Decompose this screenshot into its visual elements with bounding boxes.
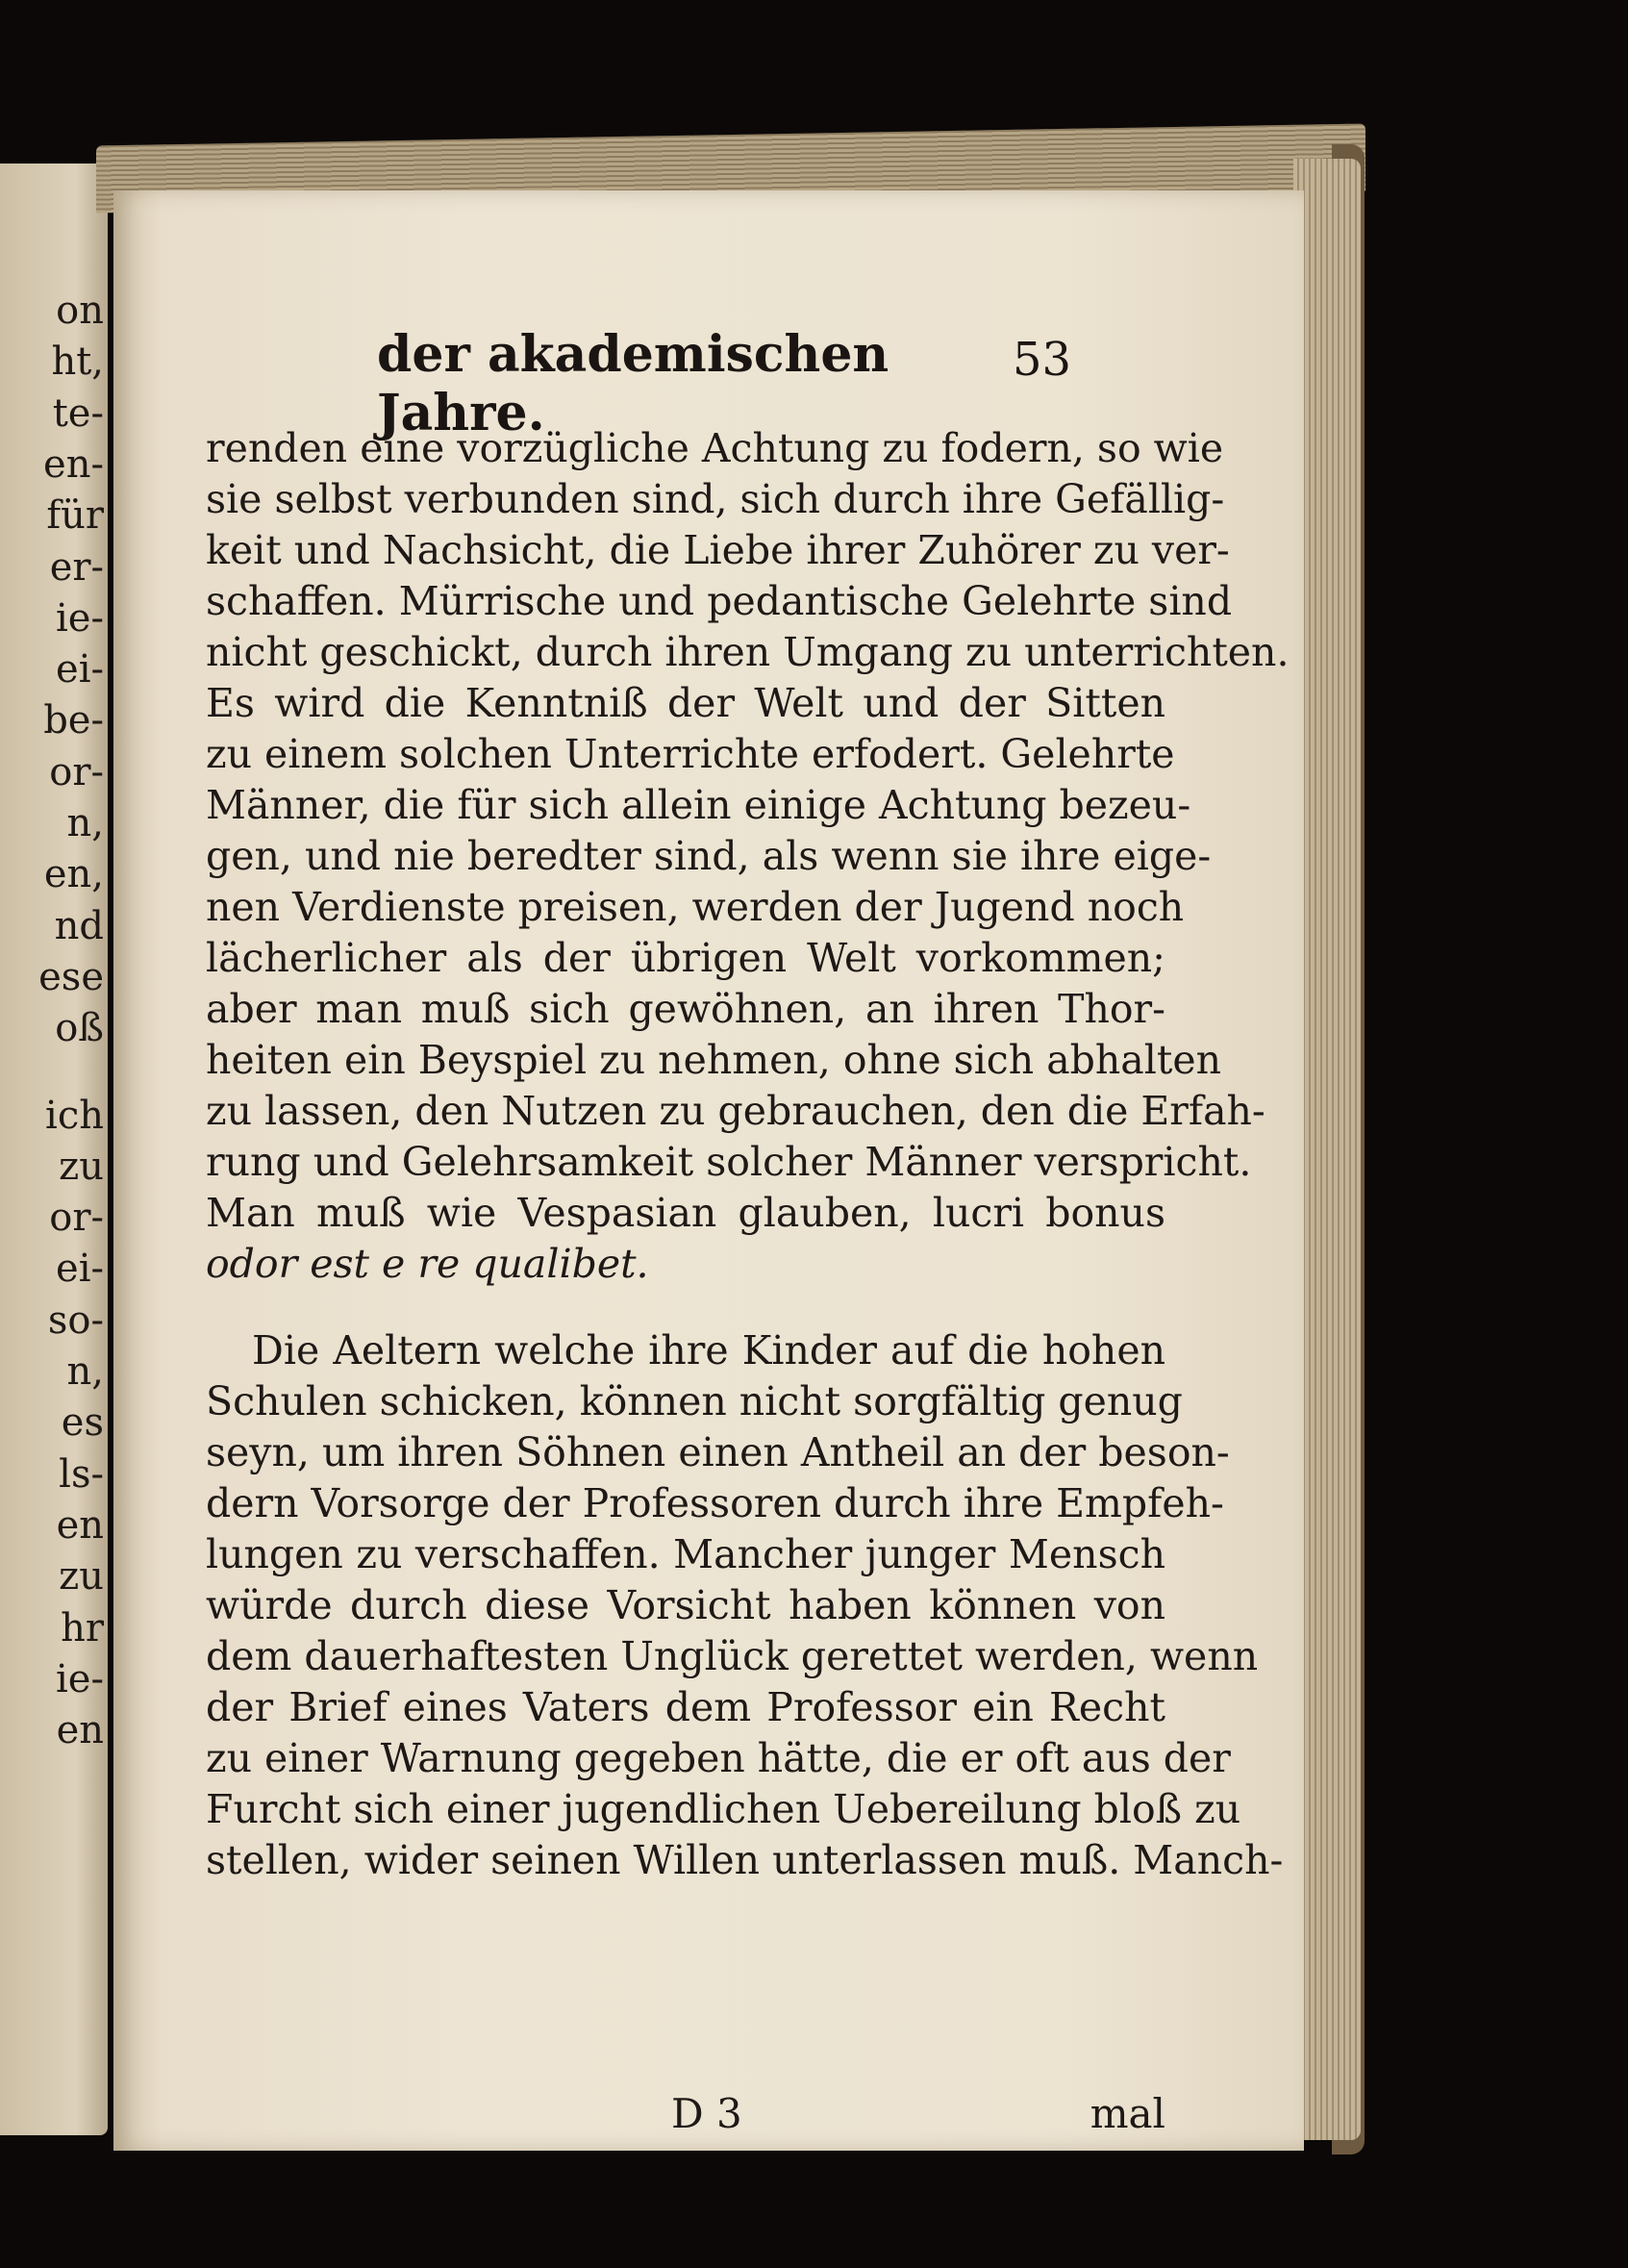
text-line: keit und Nachsicht, die Liebe ihrer Zuhörer zu ver- [206,527,1230,573]
text-line: rung und Gelehrsamkeit solcher Männer verspricht. [206,1139,1252,1185]
left-page-fragment: on [56,289,104,333]
book-page [113,190,1304,2151]
paragraph-gap [206,1290,1165,1325]
left-page-fragment: en, [43,852,104,897]
running-title: der akademischen Jahre. [377,325,889,442]
left-page-fragment: ei- [56,647,104,693]
left-page-fragment: er- [49,544,104,590]
text-line: lungen zu verschaffen. Mancher junger Mensch [206,1531,1165,1577]
left-page-fragment: ie- [56,595,104,641]
left-page-fragment: hr [61,1605,104,1651]
left-page-fragment: be- [43,698,104,743]
body-text [206,423,1290,1886]
text-line: schaffen. Mürrische und pedantische Gelehrte sind [206,578,1233,624]
text-line: der Brief eines Vaters dem Professor ein Recht [206,1684,1165,1730]
text-line: zu einer Warnung gegeben hätte, die er oft aus der [206,1735,1231,1781]
left-page-fragment: n, [66,1349,104,1394]
left-page-fragment: or- [49,749,104,794]
text-line: dern Vorsorge der Professoren durch ihre Empfeh- [206,1480,1224,1526]
text-line: aber man muß sich gewöhnen, an ihren Thor- [206,986,1165,1032]
facing-left-page-edge [0,164,108,2135]
text-line: Die Aeltern welche ihre Kinder auf die hohen [252,1327,1165,1373]
text-line: gen, und nie beredter sind, als wenn sie ihre eige- [206,833,1212,879]
text-line: Schulen schicken, können nicht sorgfältig genug [206,1378,1183,1424]
text-line: nen Verdienste preisen, werden der Jugend noch [206,884,1185,930]
text-line: Es wird die Kenntniß der Welt und der Sitten [206,680,1165,726]
left-page-fragment: zu [59,1554,104,1600]
text-line: Männer, die für sich allein einige Achtung bezeu- [206,782,1191,828]
left-page-fragment: für [46,493,104,539]
text-line: würde durch diese Vorsicht haben können von [206,1582,1165,1628]
left-page-fragment: ese [38,954,104,999]
text-line: seyn, um ihren Söhnen einen Antheil an der beson- [206,1429,1230,1475]
left-page-fragment: so- [47,1298,104,1343]
left-page-fragment: en [56,1708,104,1753]
text-line: zu einem solchen Unterrichte erfodert. Gelehrte [206,731,1175,777]
catchword: mal [1090,2090,1165,2137]
left-page-fragment: or- [49,1196,104,1241]
text-line: heiten ein Beyspiel zu nehmen, ohne sich abhalten [206,1037,1222,1083]
left-page-fragment: te- [52,391,104,436]
left-page-fragment: oß [55,1006,104,1051]
text-line: renden eine vorzügliche Achtung zu fodern, so wie [206,425,1224,471]
paragraph-2 [206,1325,1284,1886]
left-page-fragment: ht, [51,340,104,385]
left-page-fragment: ls- [59,1451,104,1497]
text-line: dem dauerhaftesten Unglück gerettet werden, wenn [206,1633,1259,1679]
left-page-fragment: ich [45,1093,104,1138]
signature-mark: D 3 [671,2090,742,2137]
left-page-fragment: n, [66,801,104,845]
text-line: nicht geschickt, durch ihren Umgang zu unterrichten. [206,629,1290,675]
left-page-fragment: zu [59,1144,104,1189]
text-line: zu lassen, den Nutzen zu gebrauchen, den die Erfah- [206,1088,1265,1134]
text-line-latin-quote: odor est e re qualibet. [206,1241,649,1287]
left-page-fragment: en- [43,441,104,487]
text-line: Furcht sich einer jugendlichen Uebereilung bloß zu [206,1786,1241,1832]
paragraph-1 [206,423,1290,1290]
text-line: Man muß wie Vespasian glauben, lucri bonus [206,1190,1165,1236]
text-line: stellen, wider seinen Willen unterlassen muß. Manch- [206,1837,1284,1883]
text-line: sie selbst verbunden sind, sich durch ihre Gefällig- [206,476,1225,522]
page-footer [671,2090,1165,2138]
left-page-fragment: ei- [56,1247,104,1292]
text-line: lächerlicher als der übrigen Welt vorkommen; [206,935,1165,981]
left-page-fragment: nd [54,903,104,948]
left-page-fragment: en [56,1502,104,1548]
page-number: 53 [1013,333,1072,387]
left-page-fragment: ie- [56,1656,104,1701]
left-page-fragment: es [61,1400,104,1446]
